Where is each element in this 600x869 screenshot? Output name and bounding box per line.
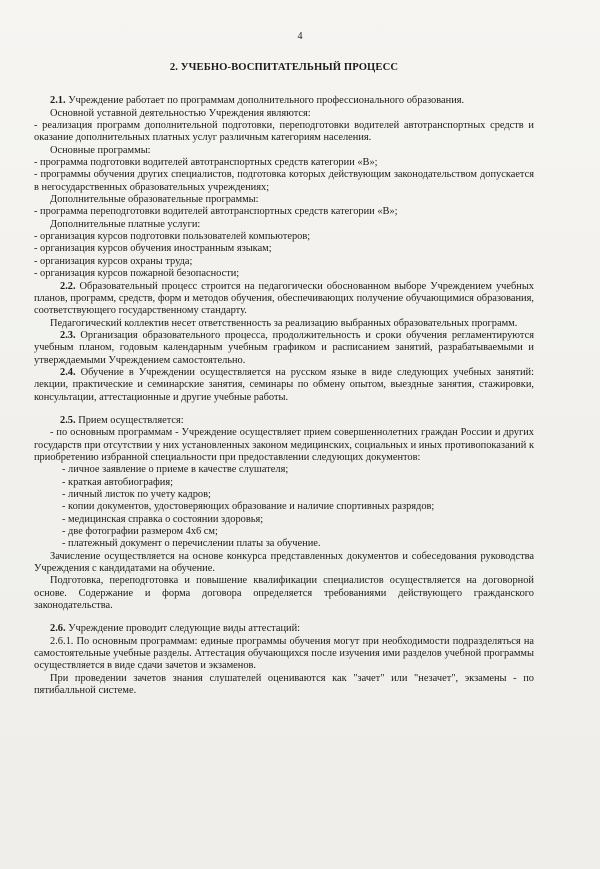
list-item: - две фотографии размером 4х6 см; <box>62 526 218 538</box>
paid-service-item: - организация курсов пожарной безопасности; <box>34 268 240 280</box>
extra-programs-label: Дополнительные образовательные программы: <box>50 194 259 206</box>
extra-program-item: - программа переподготовки водителей автотранспортных средств категории «В»; <box>34 206 398 218</box>
main-programs-label: Основные программы: <box>50 144 151 156</box>
paragraph-2-1: 2.1. Учреждение работает по программам дополнительного профессионального образования. <box>50 95 465 107</box>
contract-paragraph: Подготовка, переподготовка и повышение квалификации специалистов осуществляется на договорной основе. Содержание и форма договора определяется требованиями действующего гражданского законодательства. <box>34 575 534 612</box>
list-item: - личный листок по учету кадров; <box>62 489 211 500</box>
paragraph-2-6: 2.6. Учреждение проводит следующие виды аттестаций: <box>50 623 301 635</box>
clause-number: 2.1. <box>50 95 66 107</box>
list-item: - краткая автобиография; <box>62 476 173 488</box>
main-program-item: - программы обучения других специалистов, подготовка которых действующим законодательством допускается в негосударственных образовательных учреждениях; <box>34 169 534 193</box>
list-item: - копии документов, удостоверяющих образование и наличие спортивных разрядов; <box>62 501 435 513</box>
paragraph-2-3: 2.3. Организация образовательного процесса, продолжительность и сроки обучения регламентируются учебным планом, годовым календарным учебным графиком и расписанием занятий, разрабатываемыми и утверждаемыми Учреждением самостоятельно. <box>34 329 534 366</box>
document-list <box>34 464 534 550</box>
paid-service-item: - организация курсов подготовки пользователей компьютеров; <box>34 231 311 243</box>
enrollment-paragraph: Зачисление осуществляется на основе конкурса представленных документов и собеседования руководства Учреждения с кандидатами на обучение. <box>34 550 534 575</box>
paragraph-2-5: 2.5. Прием осуществляется: <box>60 414 184 426</box>
list-item: - личное заявление о приеме в качестве слушателя; <box>62 464 289 476</box>
section-title: 2. УЧЕБНО-ВОСПИТАТЕЛЬНЫЙ ПРОЦЕСС <box>169 62 399 73</box>
grading-paragraph: При проведении зачетов знания слушателей оцениваются как "зачет" или "незачет", экзамены - по пятибалльной системе. <box>34 672 534 697</box>
main-activity-label: Основной уставной деятельностью Учреждения являются: <box>50 107 311 119</box>
clause-number: 2.3. <box>60 329 76 341</box>
admission-intro: - по основным программам - Учреждение осуществляет прием совершеннолетних граждан России и других государств при отсутствии у них установленных законом медицинских, социальных и иных противопоказаний к приобретению избранной специальности при предоставлении следующих документов: <box>34 427 534 463</box>
paragraph-2-2: 2.2. Образовательный процесс строится на педагогически обоснованном выборе Учреждением учебных планов, программ, средств, форм и методов обучения, обеспечивающих получение обучающимися образования, соответствующего государственному стандарту. <box>34 280 534 317</box>
paid-services-label: Дополнительные платные услуги: <box>50 218 201 230</box>
list-item: - платежный документ о перечислении платы за обучение. <box>62 538 321 550</box>
paid-service-item: - организация курсов обучения иностранным языкам; <box>34 243 272 255</box>
clause-number: 2.2. <box>60 280 76 292</box>
paragraph-2-6-1: 2.6.1. По основным программам: единые программы обучения могут при необходимости подразделяться на самостоятельные учебные разделы. Аттестация обучающихся после изучения ими разделов учебной программы осуществляется в виде сдачи зачетов и экзаменов. <box>34 635 534 672</box>
list-item: - медицинская справка о состоянии здоровья; <box>62 513 264 525</box>
paragraph-2-2-b: Педагогический коллектив несет ответственность за реализацию выбранных образовательных программ. <box>50 317 518 329</box>
clause-number: 2.4. <box>60 366 76 378</box>
main-program-item: - программа подготовки водителей автотранспортных средств категории «В»; <box>34 157 378 169</box>
clause-number: 2.5. <box>60 414 76 426</box>
paragraph-2-4: 2.4. Обучение в Учреждении осуществляется на русском языке в виде следующих учебных занятий: лекции, практические и семинарские занятия, семинары по обмену опытом, выездные занятия, стажировки, консультации, аттестационные и другие учебные работы. <box>34 366 534 403</box>
clause-number: 2.6. <box>50 623 66 635</box>
page-number: 4 <box>297 31 303 42</box>
main-activity-item: - реализация программ дополнительной подготовки, переподготовки водителей автотранспортных средств и оказание дополнительных платных услуг различным категориям населения. <box>34 120 534 144</box>
paid-service-item: - организация курсов охраны труда; <box>34 255 193 267</box>
